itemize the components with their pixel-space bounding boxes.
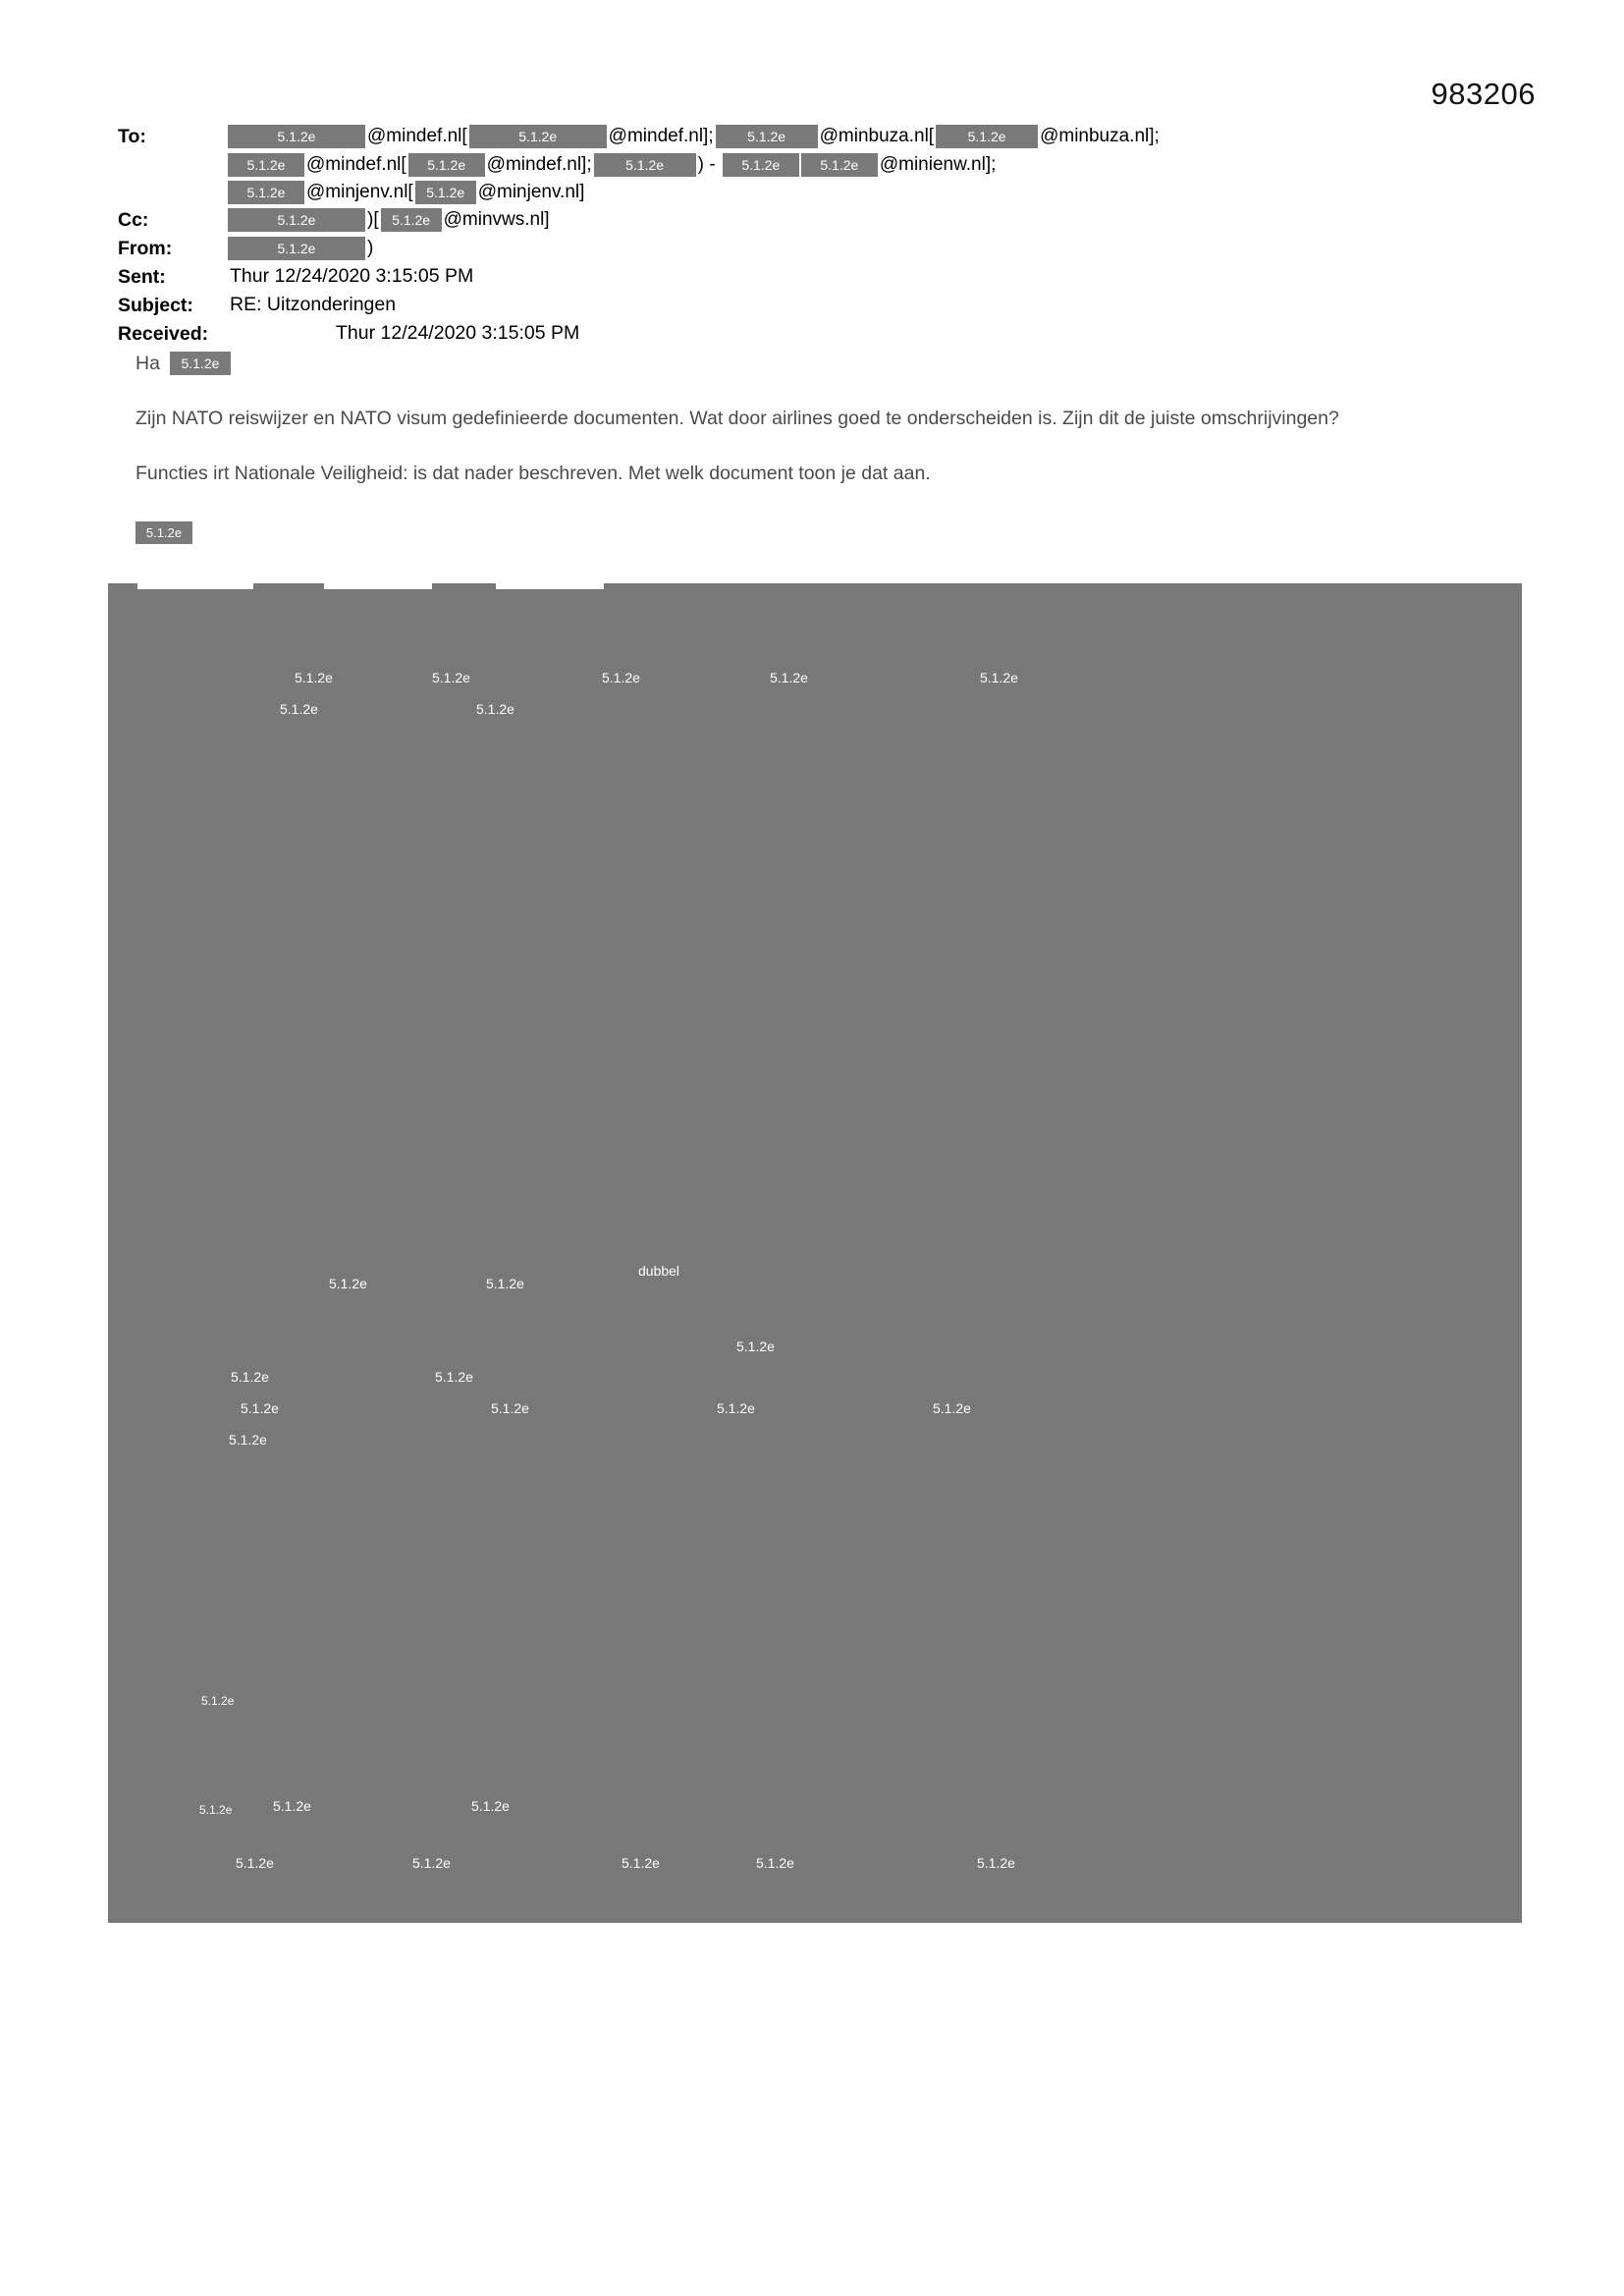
redacted-image-block (108, 583, 1522, 1923)
redaction-label: 5.1.2e (236, 1855, 274, 1871)
redaction-box: 5.1.2e (936, 125, 1038, 148)
from-value (228, 235, 1512, 261)
greeting-text: Ha (135, 353, 160, 374)
from-label: From: (118, 238, 173, 259)
separator-text: )[ (367, 209, 379, 230)
header-row-to-cont-2 (118, 179, 1512, 205)
header-row-from (118, 235, 1512, 262)
redaction-label: 5.1.2e (295, 670, 333, 685)
redaction-label: 5.1.2e (717, 1400, 755, 1416)
separator-text: ) (367, 238, 374, 258)
redaction-box: 5.1.2e (381, 208, 442, 232)
subject-label: Subject: (118, 295, 193, 316)
block-notch (324, 581, 432, 589)
redaction-label: 5.1.2e (201, 1694, 235, 1708)
spacer-label (118, 179, 228, 180)
redaction-label: 5.1.2e (933, 1400, 971, 1416)
redaction-label: 5.1.2e (329, 1276, 367, 1291)
header-row-to-cont-1 (118, 151, 1512, 178)
redaction-label: 5.1.2e (241, 1400, 279, 1416)
redaction-label: 5.1.2e (736, 1339, 775, 1354)
redaction-label: 5.1.2e (412, 1855, 451, 1871)
email-domain: @mindef.nl]; (608, 126, 714, 146)
redaction-box: 5.1.2e (228, 208, 365, 232)
redaction-label: 5.1.2e (486, 1276, 524, 1291)
redaction-label: 5.1.2e (471, 1798, 510, 1814)
redaction-label: 5.1.2e (435, 1369, 473, 1385)
header-row-to (118, 123, 1512, 150)
redaction-label: 5.1.2e (491, 1400, 529, 1416)
redaction-box: 5.1.2e (801, 153, 878, 177)
redaction-label: 5.1.2e (770, 670, 808, 685)
annotation-label: dubbel (638, 1263, 680, 1279)
redaction-box: 5.1.2e (415, 181, 476, 204)
redaction-label: 5.1.2e (602, 670, 640, 685)
header-row-sent (118, 263, 1512, 291)
spacer-label (118, 151, 228, 152)
to-line-1 (228, 123, 1162, 149)
to-line-2 (228, 151, 998, 178)
to-value-cont-1 (228, 151, 1512, 178)
cc-value (228, 206, 1512, 233)
redaction-label: 5.1.2e (432, 670, 470, 685)
redaction-box: 5.1.2e (228, 125, 365, 148)
redaction-box: 5.1.2e (723, 153, 799, 177)
email-domain: @mindef.nl]; (486, 154, 592, 175)
email-domain: @mindef.nl[ (367, 126, 467, 146)
header-row-cc (118, 206, 1512, 234)
block-notch (496, 581, 604, 589)
redaction-box: 5.1.2e (228, 153, 304, 177)
header-row-subject (118, 292, 1512, 319)
redaction-label: 5.1.2e (280, 701, 318, 717)
redaction-label: 5.1.2e (980, 670, 1018, 685)
redaction-label: 5.1.2e (229, 1432, 267, 1448)
sent-value: Thur 12/24/2020 3:15:05 PM (230, 265, 474, 287)
redaction-box: 5.1.2e (170, 352, 231, 375)
from-line (228, 235, 375, 261)
greeting-line (135, 349, 1451, 378)
block-notch (137, 581, 253, 589)
email-domain: @minbuza.nl[ (819, 126, 935, 146)
redaction-label: 5.1.2e (622, 1855, 660, 1871)
redaction-label: 5.1.2e (476, 701, 514, 717)
subject-value: RE: Uitzonderingen (230, 294, 397, 315)
to-value-cont-2 (228, 179, 1512, 205)
redaction-label: 5.1.2e (756, 1855, 794, 1871)
email-domain: @minbuza.nl]; (1040, 126, 1160, 146)
received-label: Received: (118, 323, 209, 345)
received-value: Thur 12/24/2020 3:15:05 PM (336, 322, 580, 344)
body-paragraph-1: Zijn NATO reiswijzer en NATO visum gedefinieerde documenten. Wat door airlines goed te onderscheiden is. Zijn dit de juiste omschrijvingen? (135, 408, 1339, 429)
redaction-box: 5.1.2e (408, 153, 485, 177)
email-domain: @minienw.nl]; (879, 154, 997, 175)
redaction-box: 5.1.2e (228, 237, 365, 260)
redaction-label: 5.1.2e (231, 1369, 269, 1385)
email-domain: @minvws.nl] (443, 209, 550, 230)
redaction-label: 5.1.2e (273, 1798, 311, 1814)
email-domain: @minjenv.nl] (477, 182, 585, 202)
sent-label: Sent: (118, 266, 166, 288)
email-domain: @mindef.nl[ (306, 154, 406, 175)
cc-label: Cc: (118, 209, 149, 231)
redaction-box: 5.1.2e (594, 153, 696, 177)
email-header (118, 123, 1512, 349)
to-label: To: (118, 126, 146, 147)
email-domain: @minjenv.nl[ (306, 182, 413, 202)
document-number: 983206 (1431, 77, 1536, 111)
redaction-label: 5.1.2e (199, 1803, 233, 1817)
redaction-box: 5.1.2e (228, 181, 304, 204)
to-line-3 (228, 179, 586, 205)
separator-text: ) - (697, 154, 721, 175)
redaction-box: 5.1.2e (716, 125, 818, 148)
redaction-label: 5.1.2e (977, 1855, 1015, 1871)
signature-redaction-box: 5.1.2e (135, 521, 192, 544)
redaction-box: 5.1.2e (469, 125, 607, 148)
header-row-received (118, 320, 1512, 348)
cc-line (228, 206, 552, 233)
to-value (228, 123, 1512, 149)
body-paragraph-2: Functies irt Nationale Veiligheid: is dat nader beschreven. Met welk document toon je dat aan. (135, 463, 931, 484)
email-body (135, 349, 1451, 546)
